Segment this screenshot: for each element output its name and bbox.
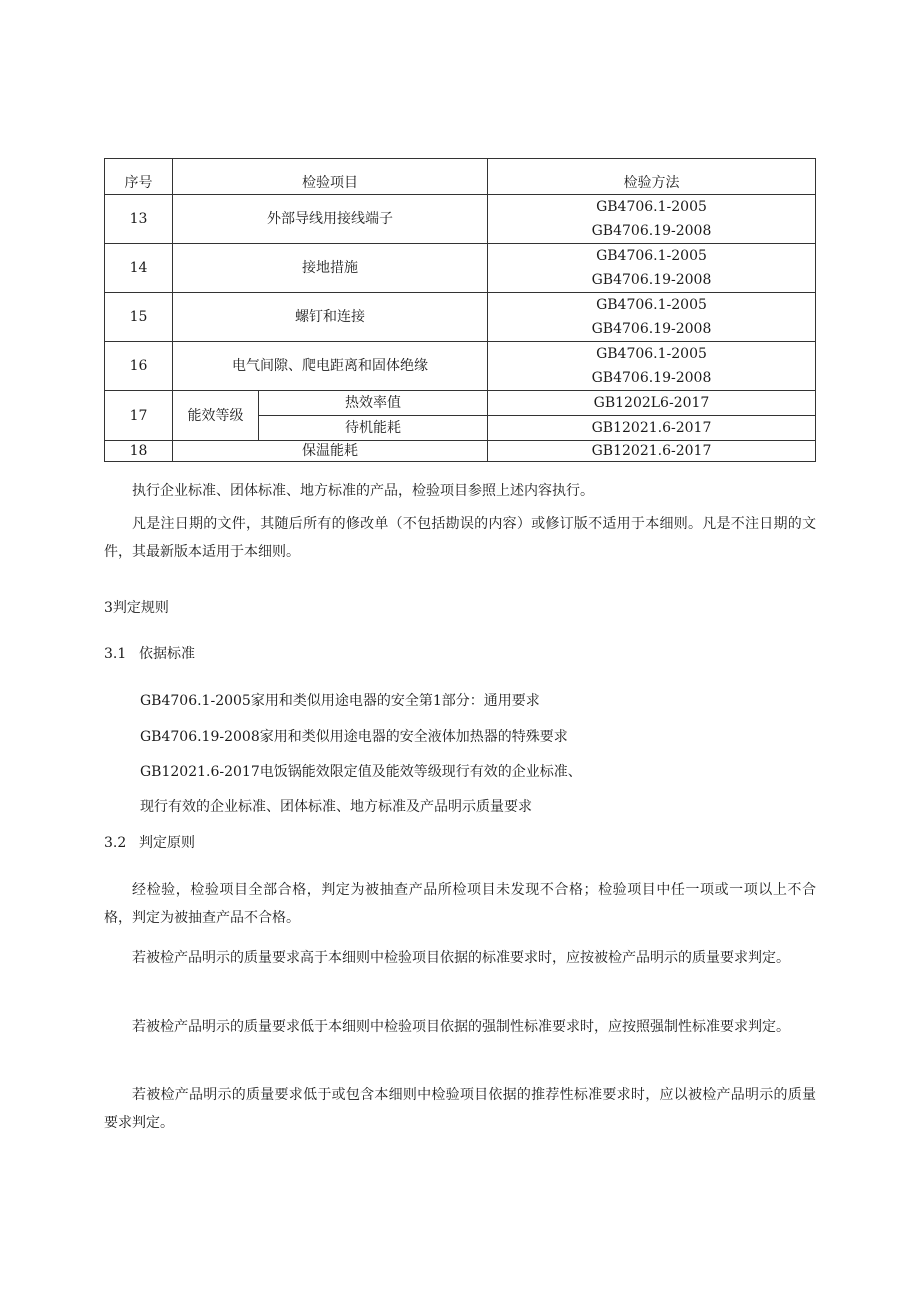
standard-item: 现行有效的企业标准、团体标准、地方标准及产品明示质量要求 (140, 799, 532, 815)
row-method: GB12021.6-2017 (488, 441, 816, 462)
principle-paragraph: 经检验，检验项目全部合格，判定为被抽查产品所检项目未发现不合格；检验项目中任一项或一项以上不合格，判定为被抽查产品不合格。 (104, 882, 816, 926)
standard-item: GB4706.1-2005家用和类似用途电器的安全第1部分：通用要求 (140, 693, 540, 709)
row-methods (488, 244, 816, 293)
row-no: 16 (105, 342, 173, 391)
row-no: 13 (105, 195, 173, 244)
table-row (105, 391, 816, 416)
row-method: GB1202L6-2017 (488, 391, 816, 416)
method-line: GB4706.1-2005 (596, 248, 707, 264)
header-item: 检验项目 (173, 159, 488, 195)
subsection-3-2-num: 3.2 (104, 835, 127, 851)
row-method: GB12021.6-2017 (488, 416, 816, 441)
table-row (105, 441, 816, 462)
row-subitem: 热效率值 (259, 391, 488, 416)
row-no: 18 (105, 441, 173, 462)
row-item: 接地措施 (173, 244, 488, 293)
principle-paragraph: 若被检产品明示的质量要求低于本细则中检验项目依据的强制性标准要求时，应按照强制性标准要求判定。 (132, 1019, 790, 1035)
row-no: 17 (105, 391, 173, 441)
row-no: 15 (105, 293, 173, 342)
table-header-row (105, 159, 816, 195)
standard-item: GB12021.6-2017电饭锅能效限定值及能效等级现行有效的企业标准、 (140, 764, 582, 780)
section-title: 3判定规则 (104, 600, 169, 616)
note-paragraph: 执行企业标准、团体标准、地方标准的产品，检验项目参照上述内容执行。 (132, 483, 594, 499)
principle-paragraph: 若被检产品明示的质量要求高于本细则中检验项目依据的标准要求时，应按被检产品明示的质量要求判定。 (132, 950, 790, 966)
table-row (105, 293, 816, 342)
row-no: 14 (105, 244, 173, 293)
subsection-3-1-title: 依据标准 (139, 646, 195, 662)
table-row (105, 342, 816, 391)
method-line: GB4706.1-2005 (596, 199, 707, 215)
table-row (105, 244, 816, 293)
row-item: 电气间隙、爬电距离和固体绝缘 (173, 342, 488, 391)
method-line: GB4706.1-2005 (596, 346, 707, 362)
method-line: GB4706.19-2008 (591, 223, 712, 239)
row-subitem: 待机能耗 (259, 416, 488, 441)
method-line: GB4706.19-2008 (591, 272, 712, 288)
row-methods (488, 195, 816, 244)
note-paragraph: 凡是注日期的文件，其随后所有的修改单（不包括勘误的内容）或修订版不适用于本细则。凡是不注日期的文件，其最新版本适用于本细则。 (104, 516, 816, 560)
header-no: 序号 (105, 159, 173, 195)
row-item: 螺钉和连接 (173, 293, 488, 342)
method-line: GB4706.1-2005 (596, 297, 707, 313)
inspection-table (104, 158, 816, 462)
row-methods (488, 342, 816, 391)
subsection-3-1-num: 3.1 (104, 646, 127, 662)
method-line: GB4706.19-2008 (591, 370, 712, 386)
row-methods (488, 293, 816, 342)
row-item: 保温能耗 (173, 441, 488, 462)
header-method: 检验方法 (488, 159, 816, 195)
method-line: GB4706.19-2008 (591, 321, 712, 337)
subsection-3-2-title: 判定原则 (139, 835, 195, 851)
table-row (105, 195, 816, 244)
row-group: 能效等级 (173, 391, 259, 441)
row-item: 外部导线用接线端子 (173, 195, 488, 244)
principle-paragraph: 若被检产品明示的质量要求低于或包含本细则中检验项目依据的推荐性标准要求时，应以被检产品明示的质量要求判定。 (104, 1087, 816, 1131)
standard-item: GB4706.19-2008家用和类似用途电器的安全液体加热器的特殊要求 (140, 729, 568, 745)
